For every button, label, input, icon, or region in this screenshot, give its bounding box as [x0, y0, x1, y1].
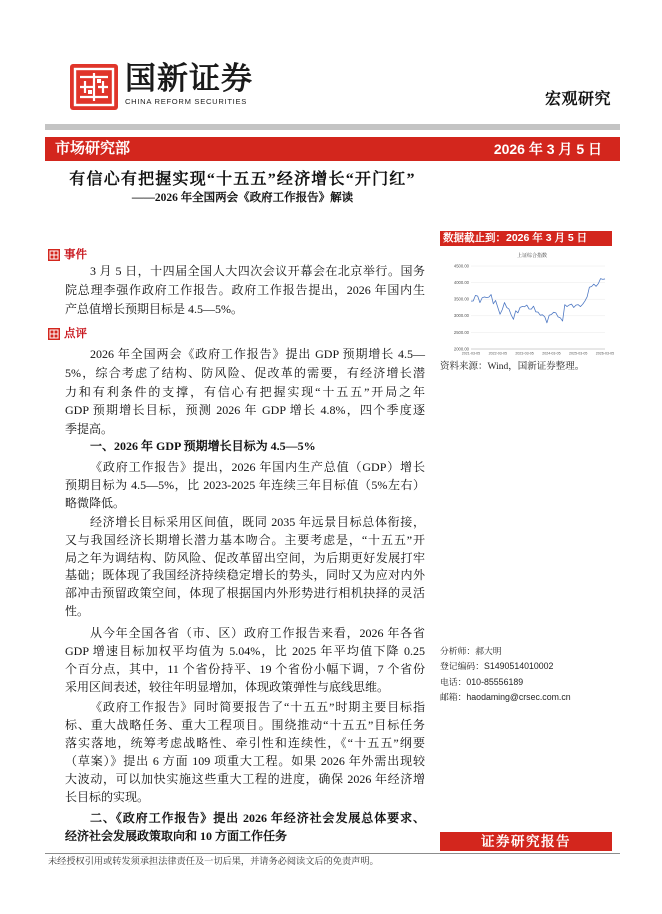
logo-subtext: CHINA REFORM SECURITIES: [125, 97, 248, 106]
paragraph-line: （草案）》提出 6 方面 109 项重大工程。如果 2026 年外需出现较: [65, 754, 425, 768]
paragraph-line: 院总理李强作政府工作报告。政府工作报告提出，2026 年国内生: [65, 283, 425, 297]
paragraph-line: 落实落地，统筹考虑战略性、牵引性和连续性，《“十五五”纲要: [65, 736, 425, 750]
body-paragraph-3: [65, 624, 425, 696]
paragraph-line: 部冲击预留政策空间，体现了根据国内外形势进行相机抉择的灵活: [65, 586, 425, 601]
department-label: 市场研究部: [55, 140, 131, 157]
data-cutoff-label: 数据截止到：2026 年 3 月 5 日: [440, 231, 612, 246]
event-section-label: 事件: [64, 249, 87, 261]
analyst-phone: 电话：010-85556189: [440, 676, 524, 687]
heading-line: 二、《政府工作报告》提出 2026 年经济社会发展总体要求、: [90, 811, 425, 825]
report-type: 宏观研究: [545, 91, 612, 108]
paragraph-line: 3 月 5 日，十四届全国人大四次会议开幕会在北京举行。国务: [90, 264, 425, 278]
analyst-email: 邮箱：haodaming@crsec.com.cn: [440, 692, 571, 703]
section-heading-1: 一、2026 年 GDP 预期增长目标为 4.5—5%: [90, 439, 316, 453]
logo-text: 国新证券: [125, 61, 253, 96]
analyst-name: 分析师：郝大明: [440, 646, 502, 656]
x-tick-label: 2024-03-05: [542, 351, 561, 356]
paragraph-line: 又与我国经济长期增长潜力基本吻合。主要考虑是，“十五五”开: [65, 532, 425, 547]
paragraph-line: 《政府工作报告》同时简要报告了“十五五”时期主要目标指: [90, 700, 425, 714]
paragraph-line: 2026 年全国两会《政府工作报告》提出 GDP 预期增长 4.5—: [90, 347, 425, 361]
header-red-bar: [45, 137, 620, 161]
heading-line: 经济社会发展政策取向和 10 方面工作任务: [65, 829, 288, 843]
header-gray-bar: [45, 124, 620, 130]
paragraph-line: 标、重大战略任务、重大工程项目。围绕推动“十五五”目标任务: [65, 718, 425, 732]
y-tick-label: 4500.00: [453, 263, 469, 269]
paragraph-line: 产总值增长预期目标是 4.5—5%。: [65, 302, 243, 316]
y-tick-label: 4000.00: [453, 280, 469, 285]
x-tick-label: 2022-03-05: [488, 351, 507, 356]
report-date: 2026 年 3 月 5 日: [493, 141, 602, 157]
x-tick-label: 2025-03-05: [569, 351, 588, 356]
paragraph-line: 经济增长目标采用区间值，既同 2035 年远景目标总体衔接，: [90, 515, 425, 529]
body-paragraph-4: [65, 698, 425, 806]
report-subtitle: ——2026 年全国两会《政府工作报告》解读: [131, 192, 354, 204]
x-tick-label: 2023-03-05: [515, 351, 534, 356]
section-heading-2: [65, 809, 425, 845]
y-tick-label: 2500.00: [453, 329, 469, 335]
y-tick-label: 3500.00: [453, 296, 469, 302]
report-title: 有信心有把握实现“十五五”经济增长“开门红”: [69, 171, 416, 188]
paragraph-line: 力和有利条件的支撑，有信心有把握实现“十五五”开局之年: [65, 384, 425, 399]
comment-section-icon: [48, 328, 60, 340]
body-paragraph-2: [65, 514, 425, 621]
paragraph-line: 采用区间表述，较往年明显增加，体现政策弹性与底线思维。: [65, 680, 390, 694]
report-category-label: 证券研究报告: [440, 832, 612, 851]
paragraph-line: 《政府工作报告》提出，2026 年国内生产总值（GDP）增长: [90, 460, 425, 474]
x-tick-label: 2021-03-05: [461, 351, 481, 356]
paragraph-line: 基础；既体现了我国经济持续稳定增长的势头，同时又为应对内外: [65, 568, 425, 583]
paragraph-line: 大波动，可以加快实施这些重大工程的进度，确保 2026 年经济增: [65, 772, 425, 786]
paragraph-line: 长目标的实现。: [65, 790, 150, 804]
shanghai-composite-chart: [442, 249, 615, 361]
paragraph-line: 个百分点，其中，11 个省份持平、19 个省份小幅下调，7 个省份: [65, 662, 425, 676]
body-paragraph-1: [65, 458, 425, 512]
index-series-line: [471, 279, 605, 323]
y-tick-label: 3000.00: [453, 313, 469, 319]
paragraph-line: 预期目标为 4.5—5%，比 2023-2025 年连续三年目标值（5%左右）: [65, 478, 425, 492]
paragraph-line: 5%，综合考虑了结构、防风险、促改革的需要，有经济增长潜: [65, 365, 425, 380]
logo-mark-icon: [70, 64, 118, 110]
paragraph-line: GDP 增速目标加权平均值为 5.04%，比 2025 年平均值下降 0.25: [65, 644, 425, 658]
analyst-registration: 登记编码：S1490514010002: [440, 661, 554, 672]
paragraph-line: 从今年全国各省（市、区）政府工作报告来看，2026 年各省: [90, 626, 425, 640]
footer-disclaimer: 未经授权引用或转发须承担法律责任及一切后果，并请务必阅读文后的免责声明。: [48, 856, 379, 866]
event-section-icon: [48, 249, 60, 261]
analyst-contact: [440, 644, 612, 706]
paragraph-line: 性。: [65, 603, 90, 618]
chart-title: 上证综合指数: [516, 253, 548, 259]
y-tick-label: 2000.00: [453, 346, 469, 352]
footer-divider: [45, 853, 620, 854]
paragraph-line: 略微降低。: [65, 496, 126, 510]
x-tick-label: 2026-03-05: [595, 351, 615, 356]
paragraph-line: 局之年为调结构、防风险、促改革留出空间，为后期更好发展打牢: [65, 550, 425, 565]
paragraph-line: 季提高。: [65, 422, 114, 437]
comment-section-label: 点评: [64, 328, 87, 340]
paragraph-line: GDP 预期增长目标，预测 2026 年 GDP 增长 4.8%，四个季度逐: [65, 403, 425, 418]
comment-paragraph: [65, 345, 425, 439]
chart-source: 资料来源：Wind，国新证券整理。: [440, 362, 585, 372]
event-paragraph: [65, 262, 425, 319]
